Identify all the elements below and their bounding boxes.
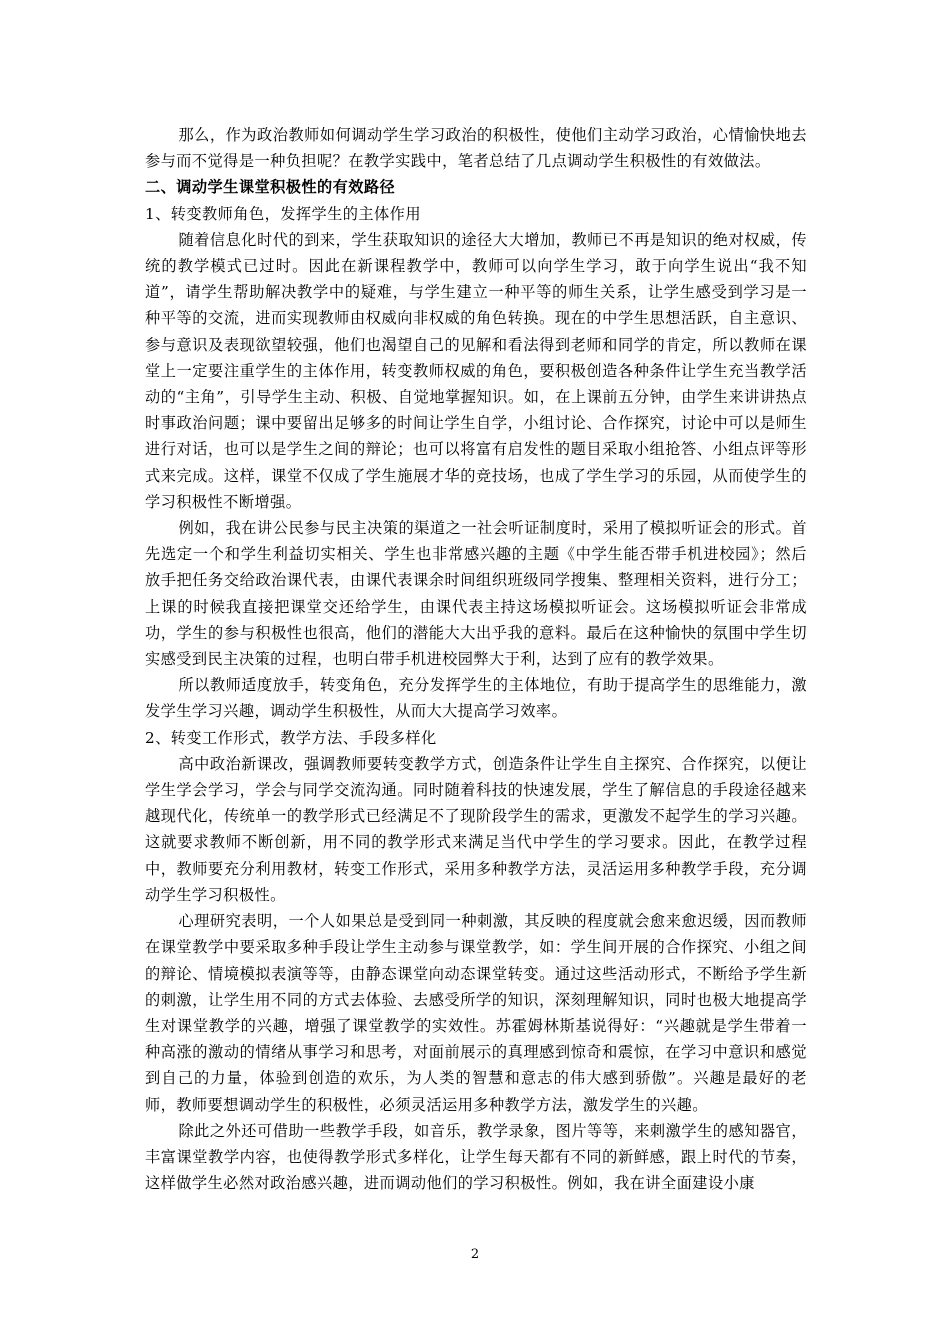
body-paragraph-6: 除此之外还可借助一些教学手段，如音乐，教学录象，图片等等，来刺激学生的感知器官，丰富课堂教学内容，也使得教学形式多样化，让学生每天都有不同的新鲜感，跟上时代的节奏，这样做学生必然对政治感兴趣，进而调动他们的学习积极性。例如，我在讲全面建设小康 (145, 1121, 807, 1193)
document-body (145, 122, 807, 1196)
subsection-heading-2: 2、转变工作形式，教学方法、手段多样化 (145, 728, 437, 747)
subsection-heading-1: 1、转变教师角色，发挥学生的主体作用 (145, 204, 421, 223)
body-paragraph-3: 所以教师适度放手，转变角色，充分发挥学生的主体地位，有助于提高学生的思维能力，激发学生学习兴趣，调动学生积极性，从而大大提高学习效率。 (145, 676, 807, 721)
body-paragraph-2: 例如，我在讲公民参与民主决策的渠道之一社会听证制度时，采用了模拟听证会的形式。首先选定一个和学生利益切实相关、学生也非常感兴趣的主题《中学生能否带手机进校园》；然后放手把任务交给政治课代表，由课代表课余时间组织班级同学搜集、整理相关资料，进行分工；上课的时候我直接把课堂交还给学生，由课代表主持这场模拟听证会。这场模拟听证会非常成功，学生的参与积极性也很高，他们的潜能大大出乎我的意料。最后在这种愉快的氛围中学生切实感受到民主决策的过程，也明白带手机进校园弊大于利，达到了应有的教学效果。 (145, 519, 807, 669)
section-heading: 二、调动学生课堂积极性的有效路径 (145, 178, 396, 197)
intro-paragraph: 那么，作为政治教师如何调动学生学习政治的积极性，使他们主动学习政治，心情愉快地去参与而不觉得是一种负担呢？在教学实践中，笔者总结了几点调动学生积极性的有效做法。 (145, 126, 807, 171)
page-number: 2 (470, 1247, 480, 1262)
body-paragraph-5: 心理研究表明，一个人如果总是受到同一种刺激，其反映的程度就会愈来愈迟缓，因而教师在课堂教学中要采取多种手段让学生主动参与课堂教学，如：学生间开展的合作探究、小组之间的辩论、情境模拟表演等等，由静态课堂向动态课堂转变。通过这些活动形式，不断给予学生新的刺激，让学生用不同的方式去体验、去感受所学的知识，深刻理解知识，同时也极大地提高学生对课堂教学的兴趣，增强了课堂教学的实效性。苏霍姆林斯基说得好：“兴趣就是学生带着一种高涨的激动的情绪从事学习和思考，对面前展示的真理感到惊奇和震惊，在学习中意识和感觉到自己的力量，体验到创造的欢乐，为人类的智慧和意志的伟大感到骄傲”。兴趣是最好的老师，教师要想调动学生的积极性，必须灵活运用多种教学方法，激发学生的兴趣。 (145, 912, 807, 1114)
body-paragraph-1: 随着信息化时代的到来，学生获取知识的途径大大增加，教师已不再是知识的绝对权威，传统的教学模式已过时。因此在新课程教学中，教师可以向学生学习，敢于向学生说出“我不知道”，请学生帮助解决教学中的疑难，与学生建立一种平等的师生关系，让学生感受到学习是一种平等的交流，进而实现教师由权威向非权威的角色转换。现在的中学生思想活跃，自主意识、参与意识及表现欲望较强，他们也渴望自己的见解和看法得到老师和同学的肯定，所以教师在课堂上一定要注重学生的主体作用，转变教师权威的角色，要积极创造各种条件让学生充当教学活动的“主角”，引导学生主动、积极、自觉地掌握知识。如，在上课前五分钟，由学生来讲讲热点时事政治问题；课中要留出足够多的时间让学生自学，小组讨论、合作探究，讨论中可以是师生进行对话，也可以是学生之间的辩论；也可以将富有启发性的题目采取小组抢答、小组点评等形式来完成。这样，课堂不仅成了学生施展才华的竞技场，也成了学生学习的乐园，从而使学生的学习积极性不断增强。 (145, 230, 807, 511)
body-paragraph-4: 高中政治新课改，强调教师要转变教学方式，创造条件让学生自主探究、合作探究，以便让学生学会学习，学会与同学交流沟通。同时随着科技的快速发展，学生了解信息的手段途径越来越现代化，传统单一的教学形式已经满足不了现阶段学生的需求，更激发不起学生的学习兴趣。这就要求教师不断创新，用不同的教学形式来满足当代中学生的学习要求。因此，在教学过程中，教师要充分利用教材，转变工作形式，采用多种教学方法，灵活运用多种教学手段，充分调动学生学习积极性。 (145, 754, 807, 904)
